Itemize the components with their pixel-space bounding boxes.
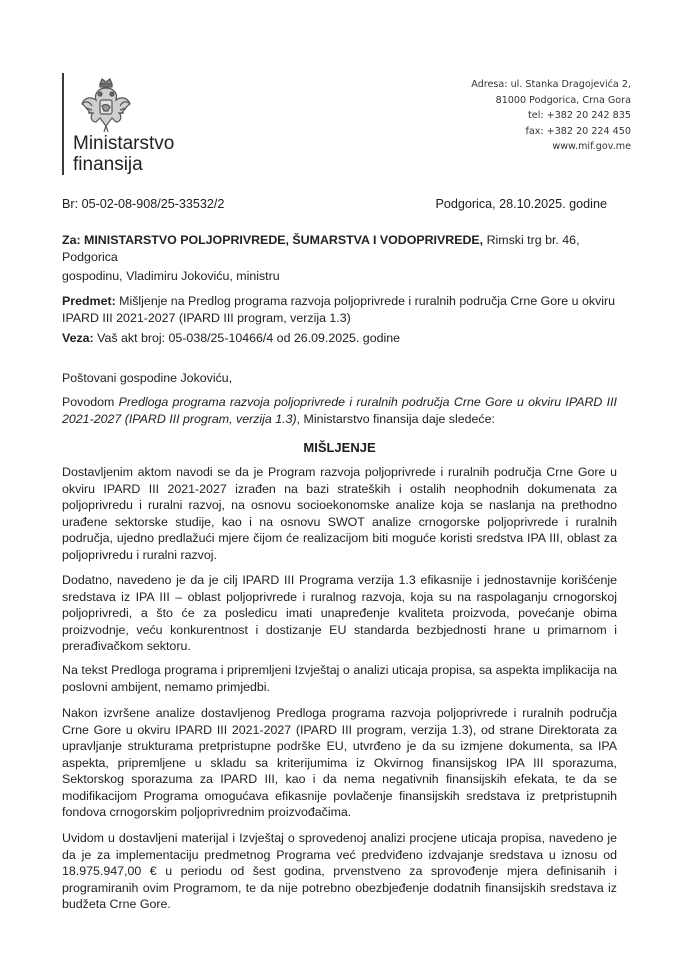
intro-prefix: Povodom <box>62 395 119 409</box>
intro-suffix: , Ministarstvo finansija daje sledeće: <box>296 411 495 426</box>
recipient-attention: gospodinu, Vladimiru Jokoviću, ministru <box>62 269 280 283</box>
intro-italic-title: Predloga programa razvoja poljoprivrede i ruralnih područja Crne Gore u okviru IPARD III 2021-2027 (IPARD III program, verzija 1.3) <box>62 395 617 426</box>
paragraph-2: Dodatno, navedeno je da je cilj IPARD III Programa verzija 1.3 efikasnije i jednostavnije korišćenje sredstava iz IPA III – oblast poljoprivrede i ruralnog razvoja, koja su na raspolaganju crnogorskoj poljoprivredi, a što će za posledicu imati unapređenje kvaliteta proizvoda, povećanje obima proizvodnje, veću konkurentnost i dostizanje EU standarda bezbjednosti hrane u primarnom i prerađivačkom sektoru. <box>62 573 617 653</box>
ministry-name-line1: Ministarstvo <box>73 133 175 154</box>
subject-text: Mišljenje na Predlog programa razvoja poljoprivrede i ruralnih područja Crne Gore u okviru IPARD III 2021-2027 (IPARD III program, verzija 1.3) <box>62 294 616 325</box>
reference-link-block <box>62 330 617 347</box>
subject-block <box>62 293 617 326</box>
recipient-label: Za: <box>62 233 81 247</box>
paragraph-4: Nakon izvršene analize dostavljenog Predloga programa razvoja poljoprivrede i ruralnih područja Crne Gore u okviru IPARD III 2021-2027 (IPARD III program, verzija 1.3), od strane Direktorata za upravljanje strukturama pretpristupne podrške EU, utvrđeno je da su izmjene dokumenta, sa IPA aspekta, pripremljene u skladu sa kriterijumima iz Okvirnog finansijskog IPA III sporazuma, Sektorskog sporazuma za IPARD III, kao i da nema negativnih finansijskih efekata, te da se modifikacijom Programa omogućava efikasnije povlačenje finansijskih sredstava iz pretpristupnih fondova crnogorskim poljoprivrednim proizvođačima. <box>62 706 617 819</box>
website-link[interactable]: www.mif.gov.me <box>552 141 631 153</box>
paragraph-5: Uvidom u dostavljeni materijal i Izvještaj o sprovedenoj analizi procjene uticaja propisa, navedeno je da je za implementaciju predmetnog Programa već predviđeno izdvajanje sredstava u iznosu od 18.975.947,00 € u periodu od šest godina, prvenstveno za sprovođenje mjera definisanih i programiranih ovim Programom, te da nije potrebno obezbjeđenje dodatnih finansijskih sredstava iz budžeta Crne Gore. <box>62 831 617 911</box>
intro-paragraph <box>62 394 617 427</box>
ministry-name-line2: finansija <box>73 154 143 175</box>
paragraph-1: Dostavljenim aktom navodi se da je Program razvoja poljoprivrede i ruralnih područja Crne Gore u okviru IPARD III 2021-2027 izrađen na bazi strateških i ostalih neophodnih dokumenata za poljoprivredu i ruralni razvoj, na osnovu socioekonomske analize koja se naslanja na prethodno urađene sektorske studije, kao i na osnovu SWOT analize crnogorske poljoprivrede i ruralnih područja, ujedno predlažući mjere čijom će realizacijom biti moguće koristi sredstva IPA III, oblast za poljoprivredu i ruralni razvoj. <box>62 465 617 562</box>
ministry-name <box>73 133 174 175</box>
reference-number: Br: 05-02-08-908/25-33532/2 <box>62 197 225 211</box>
coat-of-arms-icon <box>78 76 134 134</box>
opinion-heading: MIŠLJENJE <box>303 440 376 455</box>
address-line1: Adresa: ul. Stanka Dragojevića 2, <box>471 79 631 90</box>
link-text: Vaš akt broj: 05-038/25-10466/4 od 26.09.2025. godine <box>93 331 401 345</box>
fax: fax: +382 20 224 450 <box>525 125 631 137</box>
recipient-organization: MINISTARSTVO POLJOPRIVREDE, ŠUMARSTVA I VODOPRIVREDE, <box>84 233 484 247</box>
letterhead-vertical-rule <box>62 73 64 175</box>
recipient-address: Rimski trg br. 46, Podgorica <box>62 233 580 264</box>
subject-label: Predmet: <box>62 294 116 308</box>
contact-block <box>471 77 631 155</box>
paragraph-3: Na tekst Predloga programa i pripremljeni Izvještaj o analizi uticaja propisa, sa aspekta implikacija na poslovni ambijent, nemamo primjedbi. <box>62 663 617 694</box>
place-date: Podgorica, 28.10.2025. godine <box>435 197 607 211</box>
salutation: Poštovani gospodine Jokoviću, <box>62 371 233 385</box>
link-label: Veza: <box>62 331 94 345</box>
address-line2: 81000 Podgorica, Crna Gora <box>495 94 631 106</box>
recipient-block <box>62 232 617 265</box>
telephone: tel: +382 20 242 835 <box>528 110 631 122</box>
